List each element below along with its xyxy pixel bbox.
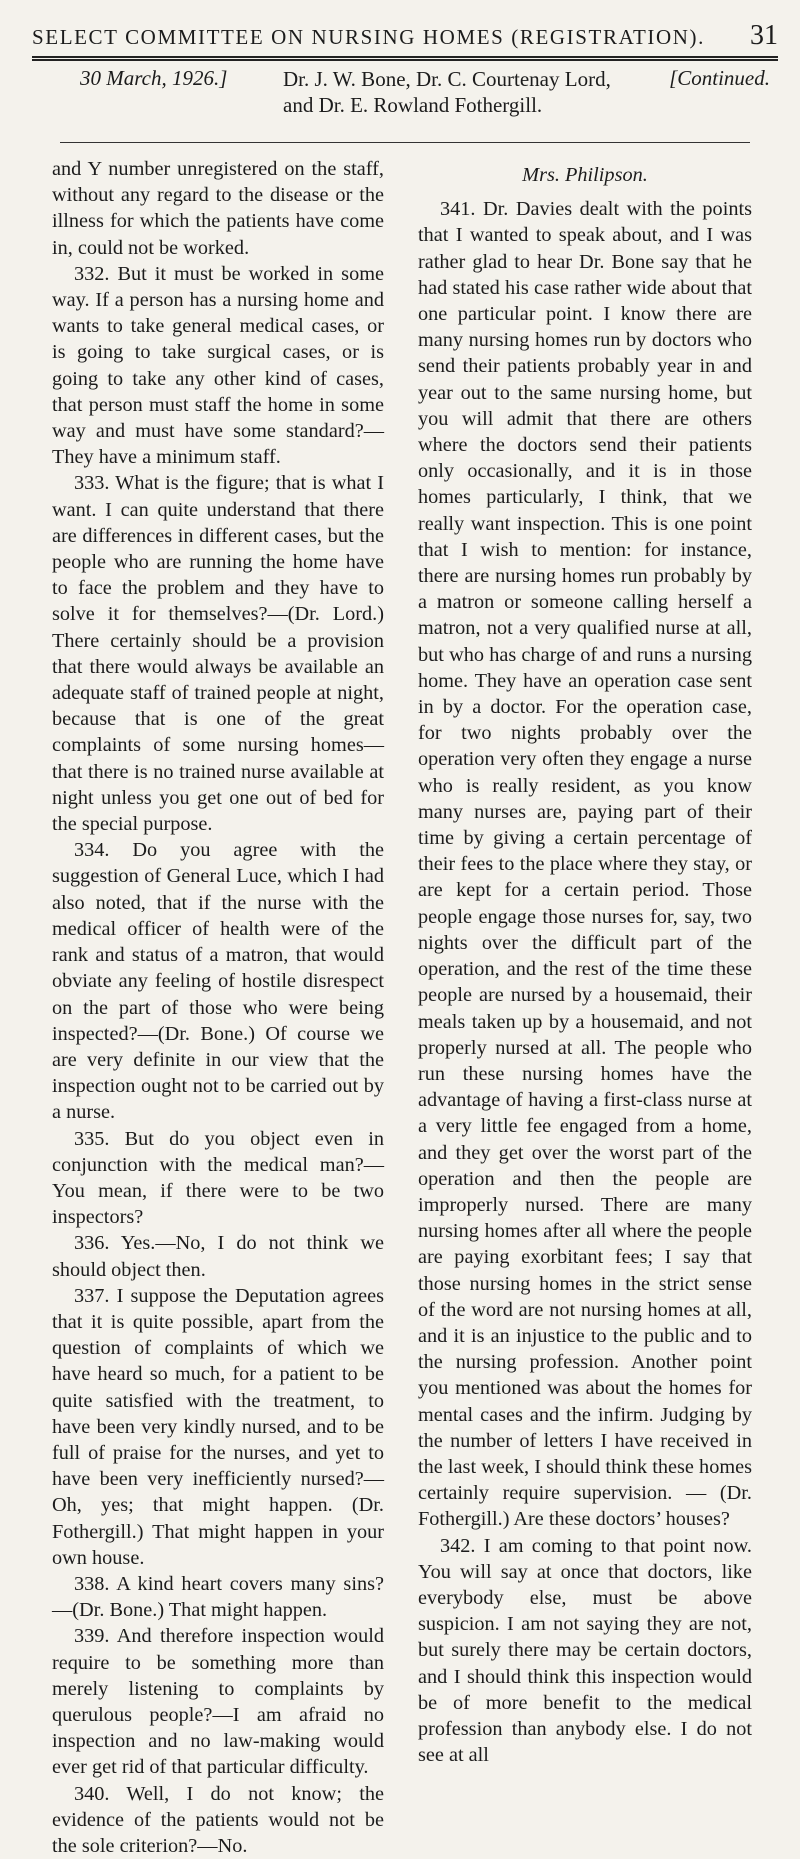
witnesses-line-1: Dr. J. W. Bone, Dr. C. Courtenay Lord,: [283, 67, 611, 91]
paragraph: 332. But it must be worked in some way. If a person has a nursing home and wants to take general medical cases, or is going to take surgical cases, or is going to take any other kind of cases, that person must staff the home in some way and must have some standard?—They have a minimum staff.: [52, 262, 384, 469]
paragraph: and Y number unregistered on the staff, without any regard to the disease or the illness for which the patients have come in, could not be worked.: [52, 158, 384, 259]
paragraph: 339. And therefore inspection would require to be something more than merely listening to complaints by querulous people?—I am afraid no inspection and no law-making would ever get rid of that particular difficulty.: [52, 1625, 384, 1779]
paragraph: 338. A kind heart covers many sins?—(Dr. Bone.) That might happen.: [52, 1572, 384, 1622]
header-double-rule: [32, 56, 778, 61]
paragraph: 334. Do you agree with the suggestion of General Luce, which I had also noted, that if the nurse with the medical officer of health were of the rank and status of a matron, that would obviate any feeling of hostile disrespect on the part of those who were being inspected?—(Dr. Bone.) Of course we are very definite in our view that the inspection ought not to be carried out by a nurse.: [52, 839, 384, 1124]
page-number: 31: [750, 20, 778, 51]
running-head: [32, 16, 778, 50]
speaker-heading: Mrs. Philipson.: [522, 164, 648, 186]
paragraph: 337. I suppose the Deputation agrees that it is quite possible, apart from the question of complaints of which we have heard so much, for a patient to be quite satisfied with the treatment, to have been very kindly nursed, and to be full of praise for the nurses, and yet to have been very inefficiently nursed?—Oh, yes; that might happen. (Dr. Fothergill.) That might happen in your own house.: [52, 1284, 384, 1569]
paragraph: 336. Yes.—No, I do not think we should object then.: [52, 1232, 384, 1281]
witnesses: [283, 66, 703, 118]
meta-row: [80, 66, 770, 136]
section-rule: [60, 142, 750, 143]
paragraph: 340. Well, I do not know; the evidence of the patients would not be the sole criterion?—No.: [52, 1782, 384, 1857]
witnesses-line-2: and Dr. E. Rowland Fothergill.: [283, 93, 543, 117]
right-column: [418, 156, 752, 1767]
continued-marker: [Continued.: [669, 66, 770, 90]
report-title: SELECT COMMITTEE ON NURSING HOMES (REGISTRATION).: [32, 25, 706, 49]
paragraph: 341. Dr. Davies dealt with the points that I wanted to speak about, and I was rather glad to hear Dr. Bone say that he had stated his case rather wide about that one particular point. I know there are many nursing homes run by doctors who send their patients probably year in and year out to the same nursing home, but you will admit that there are others where the doctors send their patients only occasionally, and it is in those homes particularly, I think, that we really want inspection. This is one point that I wish to mention: for instance, there are nursing homes run probably by a matron or someone calling herself a matron, not a very qualified nurse at all, but who has charge of and runs a nursing home. They have an operation case sent in by a doctor. For the operation case, for two nights probably over the operation very often they engage a nurse who is really resident, as you know many nurses are, paying part of their time by giving a certain percentage of their fees to the place where they stay, or are kept for a certain period. Those people engage those nurses for, say, two nights over the difficult part of the operation, and the rest of the time these people are nursed by a housemaid, their meals taken up by a housemaid, and not properly nursed at all. The people who run these nursing homes have the advantage of having a first-class nurse at a very little fee engaged from a home, and they get over the worst part of the operation and then the people are improperly nursed. There are many nursing homes after all where the people are paying exorbitant fees; I say that those nursing homes in the strict sense of the word are not nursing homes at all, and it is an injustice to the public and to the nursing profession. Another point you mentioned was about the homes for mental cases and the infirm. Judging by the number of letters I have received in the last week, I should think these homes certainly require supervision. — (Dr. Fothergill.) Are these doctors’ houses?: [418, 198, 752, 1531]
left-column: [52, 156, 384, 1857]
paragraph: 342. I am coming to that point now. You will say at once that doctors, like everybody else, must be above suspicion. I am not saying they are not, but surely there may be certain doctors, and I should think this inspection would be of more benefit to the medical profession than anybody else. I do not see at all: [418, 1534, 752, 1767]
hearing-date: 30 March, 1926.]: [80, 66, 228, 90]
paragraph: 335. But do you object even in conjunction with the medical man?—You mean, if there were to be two inspectors?: [52, 1127, 384, 1229]
paragraph: 333. What is the figure; that is what I want. I can quite understand that there are differences in different cases, but the people who are running the home have to face the problem and they have to solve it for themselves?—(Dr. Lord.) There certainly should be a provision that there would always be available an adequate staff of trained people at night, because that is one of the great complaints of some nursing homes—that there is no trained nurse available at night unless you get one out of bed for the special purpose.: [52, 472, 384, 836]
